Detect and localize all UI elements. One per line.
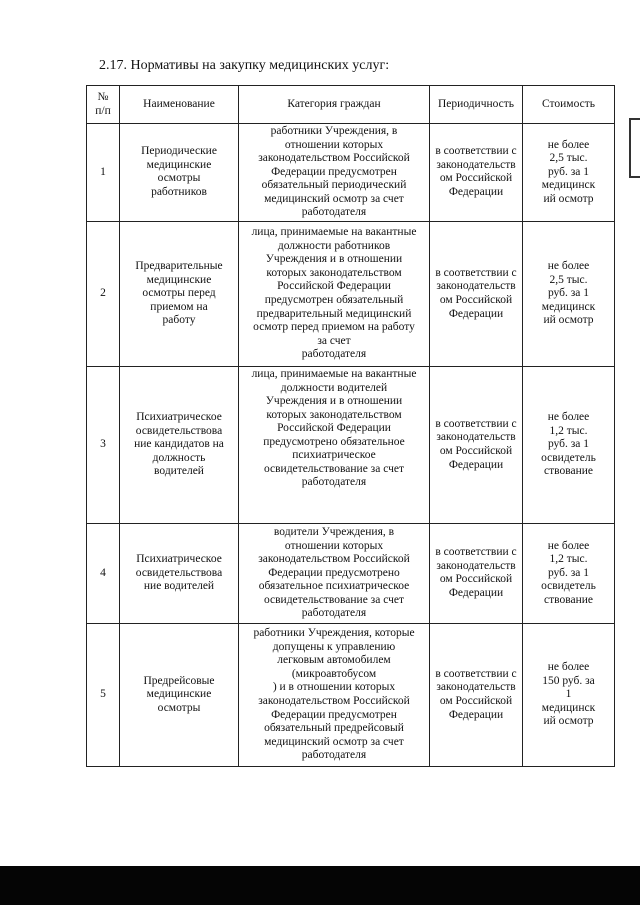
scan-bottom-border xyxy=(0,866,640,905)
header-period: Периодичность xyxy=(430,86,523,124)
row-num: 2 xyxy=(87,221,120,366)
row-period: в соответствии с законодательств ом Российской Федерации xyxy=(430,221,523,366)
row-cost: не более 1,2 тыс. руб. за 1 освидетель ствование xyxy=(523,523,615,623)
section-heading: 2.17. Нормативы на закупку медицинских услуг: xyxy=(99,58,390,73)
table-row xyxy=(87,366,615,523)
row-period: в соответствии с законодательств ом Российской Федерации xyxy=(430,366,523,523)
row-category: работники Учреждения, в отношении которых законодательством Российской Федерации предусмотрен обязательный периодический медицинский осмотр за счет работодателя xyxy=(239,124,430,222)
table-row xyxy=(87,623,615,766)
row-cost: не более 1,2 тыс. руб. за 1 освидетель ствование xyxy=(523,366,615,523)
row-name: Предрейсовые медицинские осмотры xyxy=(120,623,239,766)
row-name: Психиатрическое освидетельствова ние кандидатов на должность водителей xyxy=(120,366,239,523)
row-num: 5 xyxy=(87,623,120,766)
row-num: 4 xyxy=(87,523,120,623)
row-category: лица, принимаемые на вакантные должности работников Учреждения и в отношении которых законодательством Российской Федерации предусмотрен обязательный предварительный медицинский осмотр перед приемом на работу за счет работодателя xyxy=(239,221,430,366)
row-category: водители Учреждения, в отношении которых законодательством Российской Федерации предусмотрено обязательное психиатрическое освидетельствование за счет работодателя xyxy=(239,523,430,623)
header-category: Категория граждан xyxy=(239,86,430,124)
row-name: Предварительные медицинские осмотры перед приемом на работу xyxy=(120,221,239,366)
row-cost: не более 150 руб. за 1 медицинск ий осмотр xyxy=(523,623,615,766)
row-period: в соответствии с законодательств ом Российской Федерации xyxy=(430,623,523,766)
row-name: Психиатрическое освидетельствова ние водителей xyxy=(120,523,239,623)
row-num: 3 xyxy=(87,366,120,523)
table-row xyxy=(87,221,615,366)
header-cost: Стоимость xyxy=(523,86,615,124)
row-category: работники Учреждения, которые допущены к управлению легковым автомобилем (микроавтобусом ) и в отношении которых законодательством Российской Федерации предусмотрен обязательный предрейсовый медицинский осмотр за счет работодателя xyxy=(239,623,430,766)
row-cost: не более 2,5 тыс. руб. за 1 медицинск ий осмотр xyxy=(523,221,615,366)
row-period: в соответствии с законодательств ом Российской Федерации xyxy=(430,124,523,222)
medical-services-norms-table xyxy=(86,85,615,767)
row-category: лица, принимаемые на вакантные должности водителей Учреждения и в отношении которых законодательством Российской Федерации предусмотрено обязательное психиатрическое освидетельствование за счет работодателя xyxy=(239,366,430,523)
row-cost: не более 2,5 тыс. руб. за 1 медицинск ий осмотр xyxy=(523,124,615,222)
scan-edge-mark xyxy=(629,118,640,178)
table-header-row xyxy=(87,86,615,124)
row-period: в соответствии с законодательств ом Российской Федерации xyxy=(430,523,523,623)
header-num: № п/п xyxy=(87,86,120,124)
row-name: Периодические медицинские осмотры работников xyxy=(120,124,239,222)
table-row xyxy=(87,124,615,222)
header-name: Наименование xyxy=(120,86,239,124)
table-row xyxy=(87,523,615,623)
row-num: 1 xyxy=(87,124,120,222)
